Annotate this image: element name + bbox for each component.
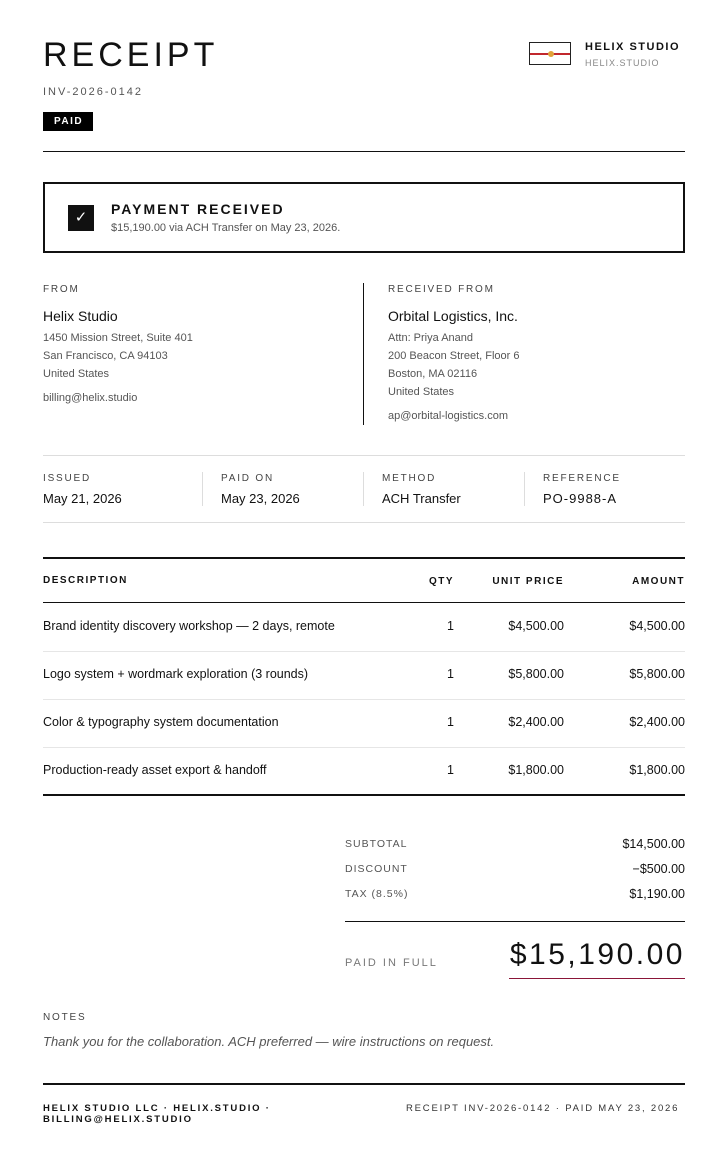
table-header-amount: AMOUNT [632, 576, 685, 587]
table-row-amount: $4,500.00 [629, 619, 685, 633]
received-from-label: RECEIVED FROM [388, 284, 495, 295]
discount-value: −$500.00 [632, 862, 685, 876]
notes-label: NOTES [43, 1012, 87, 1023]
table-row-divider [43, 747, 685, 748]
table-row-qty: 1 [447, 667, 454, 681]
table-row-amount: $5,800.00 [629, 667, 685, 681]
table-row-description: Color & typography system documentation [43, 715, 279, 729]
invoice-number: INV-2026-0142 [43, 86, 143, 98]
table-header-qty: QTY [428, 576, 454, 587]
table-row-description: Logo system + wordmark exploration (3 rounds) [43, 667, 309, 681]
check-icon: ✓ [68, 205, 94, 231]
table-header-rule [43, 602, 685, 603]
table-row-qty: 1 [447, 763, 454, 777]
tax-value: $1,190.00 [629, 887, 685, 901]
from-name: Helix Studio [43, 308, 118, 324]
brand-site: HELIX.STUDIO [585, 58, 660, 68]
table-bottom-rule [43, 794, 685, 796]
meta-separator [524, 472, 525, 506]
from-address-line: 1450 Mission Street, Suite 401 [43, 332, 193, 344]
meta-issued-value: May 21, 2026 [43, 491, 122, 506]
total-value: $15,190.00 [509, 938, 685, 971]
table-top-rule [43, 557, 685, 559]
meta-separator [202, 472, 203, 506]
meta-reference-value: PO-9988-A [543, 491, 618, 506]
table-row-description: Brand identity discovery workshop — 2 days, remote [43, 619, 335, 633]
received-from-address [388, 329, 519, 401]
summary-divider [345, 921, 685, 922]
meta-bottom-divider [43, 522, 685, 523]
discount-label: DISCOUNT [345, 863, 408, 875]
footer-left: HELIX STUDIO LLC · HELIX.STUDIO · BILLING@HELIX.STUDIO [43, 1103, 271, 1125]
page-title: RECEIPT [43, 36, 219, 74]
table-row-amount: $1,800.00 [629, 763, 685, 777]
from-label: FROM [43, 284, 80, 295]
received-from-email[interactable]: ap@orbital-logistics.com [388, 410, 508, 422]
table-row-unit-price: $1,800.00 [508, 763, 564, 777]
footer-right: RECEIPT INV-2026-0142 · PAID MAY 23, 2026 [406, 1103, 680, 1114]
status-badge: PAID [43, 112, 93, 131]
meta-paid-on-value: May 23, 2026 [221, 491, 300, 506]
banner-title: PAYMENT RECEIVED [111, 201, 285, 217]
received-from-address-line: Boston, MA 02116 [388, 368, 478, 380]
table-header-unit-price: UNIT PRICE [492, 576, 564, 587]
brand-name: HELIX STUDIO [585, 41, 681, 53]
meta-separator [363, 472, 364, 506]
meta-paid-on-label: PAID ON [221, 473, 274, 484]
table-row-unit-price: $2,400.00 [508, 715, 564, 729]
received-from-address-line: United States [388, 386, 455, 398]
logo-dot [548, 51, 554, 57]
from-email[interactable]: billing@helix.studio [43, 392, 138, 404]
meta-reference-label: REFERENCE [543, 473, 621, 484]
meta-method-value: ACH Transfer [382, 491, 461, 506]
total-underline [509, 978, 685, 979]
table-row-qty: 1 [447, 619, 454, 633]
table-header-description: DESCRIPTION [43, 575, 128, 586]
table-row-unit-price: $5,800.00 [508, 667, 564, 681]
received-from-address-line: Attn: Priya Anand [388, 332, 473, 344]
subtotal-value: $14,500.00 [622, 837, 685, 851]
meta-method-label: METHOD [382, 473, 437, 484]
table-row-divider [43, 651, 685, 652]
footer-rule [43, 1083, 685, 1085]
table-row-qty: 1 [447, 715, 454, 729]
from-address [43, 329, 193, 383]
payment-banner [43, 182, 685, 253]
received-from-name: Orbital Logistics, Inc. [388, 308, 518, 324]
meta-top-divider [43, 455, 685, 456]
banner-subtitle: $15,190.00 via ACH Transfer on May 23, 2026. [111, 222, 341, 234]
total-label: PAID IN FULL [345, 957, 438, 969]
table-row-description: Production-ready asset export & handoff [43, 763, 267, 777]
from-address-line: United States [43, 368, 110, 380]
party-divider [363, 283, 364, 425]
subtotal-label: SUBTOTAL [345, 838, 408, 850]
table-row-unit-price: $4,500.00 [508, 619, 564, 633]
tax-label: TAX (8.5%) [345, 888, 409, 900]
header-divider [43, 151, 685, 152]
table-row-amount: $2,400.00 [629, 715, 685, 729]
meta-issued-label: ISSUED [43, 473, 92, 484]
table-row-divider [43, 699, 685, 700]
from-address-line: San Francisco, CA 94103 [43, 350, 168, 362]
notes-text: Thank you for the collaboration. ACH preferred — wire instructions on request. [43, 1034, 495, 1049]
brand-logo [529, 42, 571, 65]
received-from-address-line: 200 Beacon Street, Floor 6 [388, 350, 520, 362]
